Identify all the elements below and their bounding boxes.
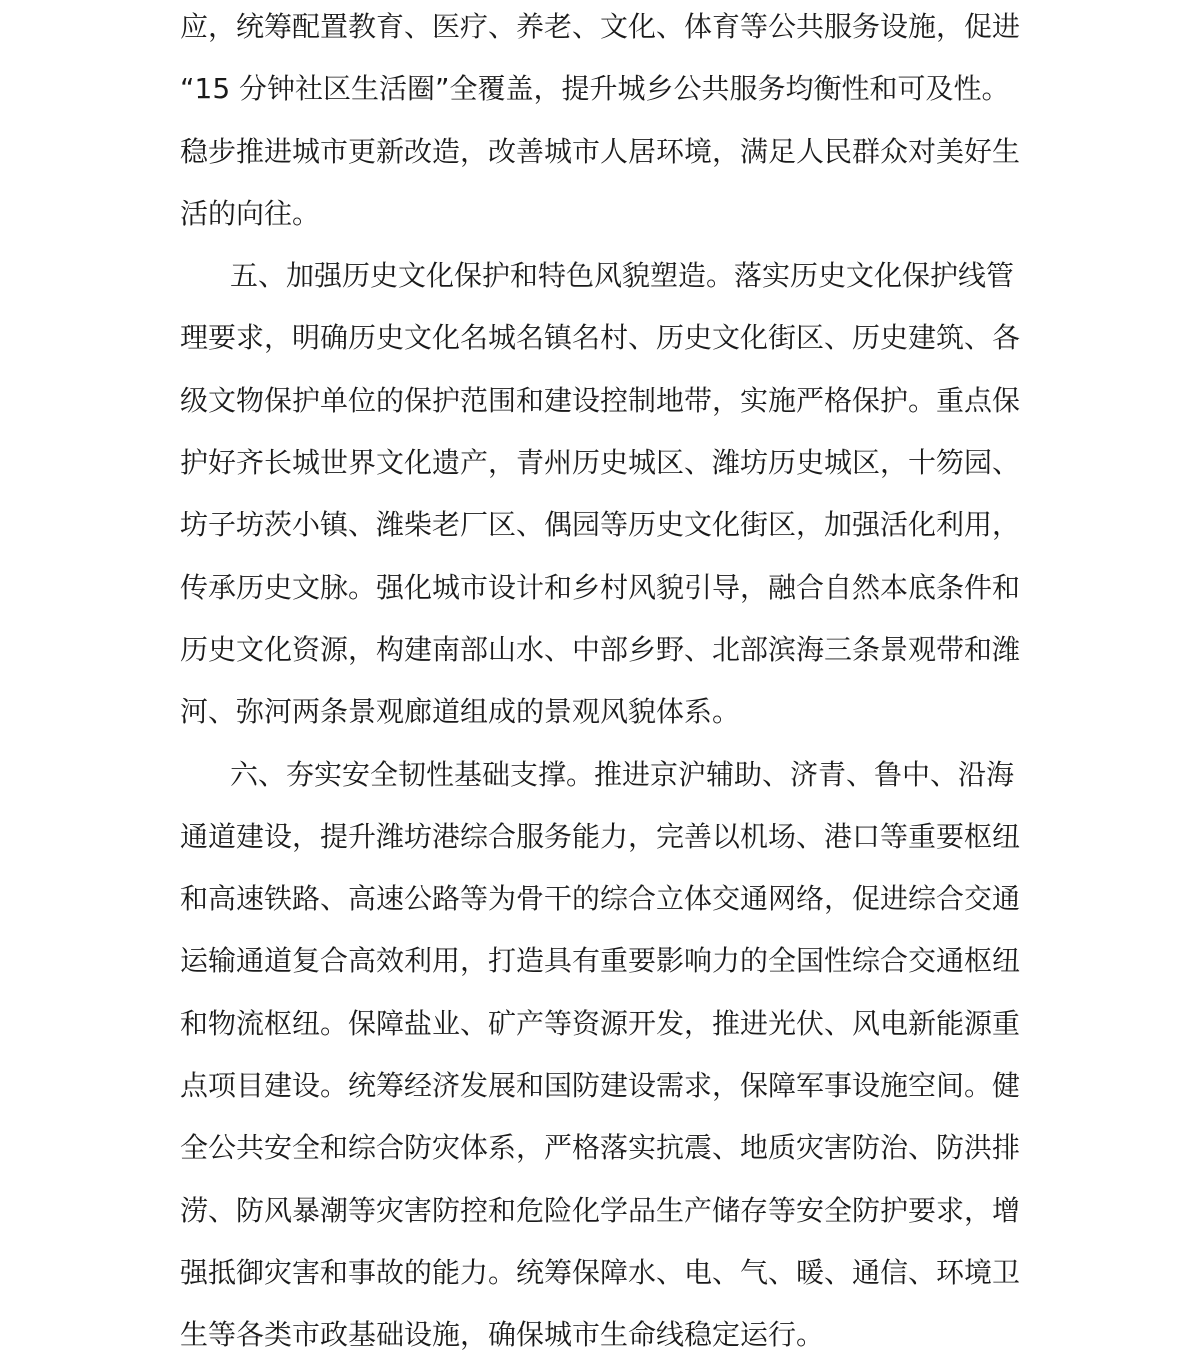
text-line: 理要求，明确历史文化名城名镇名村、历史文化街区、历史建筑、各 bbox=[180, 321, 1021, 355]
text-line: 护好齐长城世界文化遗产，青州历史城区、潍坊历史城区，十笏园、 bbox=[180, 446, 1021, 480]
text-line: 历史文化资源，构建南部山水、中部乡野、北部滨海三条景观带和潍 bbox=[180, 632, 1021, 666]
text-line: 活的向往。 bbox=[180, 196, 321, 230]
text-line: 强抵御灾害和事故的能力。统筹保障水、电、气、暖、通信、环境卫 bbox=[180, 1255, 1021, 1289]
text-line: 全公共安全和综合防灾体系，严格落实抗震、地质灾害防治、防洪排 bbox=[180, 1131, 1021, 1165]
text-line: 和高速铁路、高速公路等为骨干的综合立体交通网络，促进综合交通 bbox=[180, 882, 1021, 916]
text-line: 稳步推进城市更新改造，改善城市人居环境，满足人民群众对美好生 bbox=[180, 134, 1021, 168]
text-line: “15 分钟社区生活圈”全覆盖，提升城乡公共服务均衡性和可及性。 bbox=[180, 72, 1010, 106]
text-line: 河、弥河两条景观廊道组成的景观风貌体系。 bbox=[180, 695, 741, 729]
text-line: 级文物保护单位的保护范围和建设控制地带，实施严格保护。重点保 bbox=[180, 383, 1021, 417]
paragraph-heading-line: 五、加强历史文化保护和特色风貌塑造。落实历史文化保护线管 bbox=[230, 259, 1015, 293]
text-line: 传承历史文脉。强化城市设计和乡村风貌引导，融合自然本底条件和 bbox=[180, 570, 1021, 604]
text-line: 点项目建设。统筹经济发展和国防建设需求，保障军事设施空间。健 bbox=[180, 1069, 1021, 1103]
paragraph-heritage-protection bbox=[180, 245, 1021, 743]
text-line: 通道建设，提升潍坊港综合服务能力，完善以机场、港口等重要枢纽 bbox=[180, 819, 1021, 853]
paragraph-continuation bbox=[180, 0, 1021, 245]
paragraph-heading-line: 六、夯实安全韧性基础支撑。推进京沪辅助、济青、鲁中、沿海 bbox=[230, 757, 1015, 791]
text-line: 坊子坊茨小镇、潍柴老厂区、偶园等历史文化街区，加强活化利用， bbox=[180, 508, 1021, 542]
text-line: 生等各类市政基础设施，确保城市生命线稳定运行。 bbox=[180, 1318, 825, 1352]
text-line: 涝、防风暴潮等灾害防控和危险化学品生产储存等安全防护要求，增 bbox=[180, 1193, 1021, 1227]
text-line: 应，统筹配置教育、医疗、养老、文化、体育等公共服务设施，促进 bbox=[180, 10, 1021, 43]
text-line: 和物流枢纽。保障盐业、矿产等资源开发，推进光伏、风电新能源重 bbox=[180, 1006, 1021, 1040]
document-page bbox=[180, 0, 1021, 1371]
paragraph-safety-resilience bbox=[180, 744, 1021, 1367]
text-line: 运输通道复合高效利用，打造具有重要影响力的全国性综合交通枢纽 bbox=[180, 944, 1021, 978]
